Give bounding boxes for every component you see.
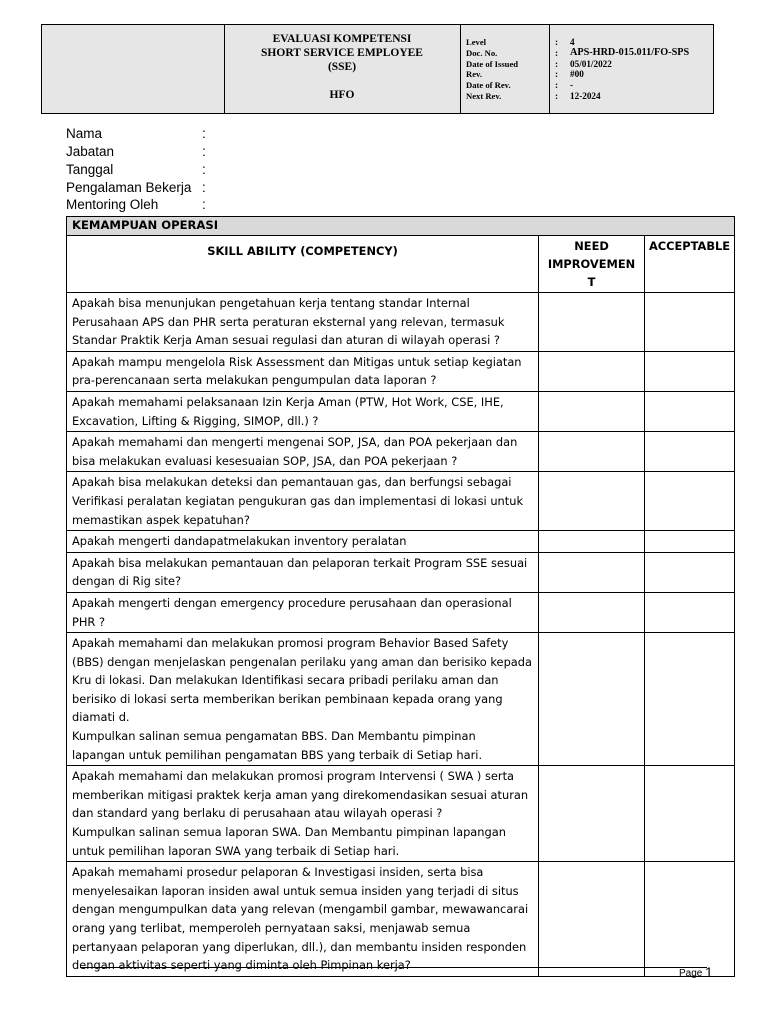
question-line: Apakah memahami dan melakukan promosi program Intervensi ( SWA ) serta <box>72 769 515 784</box>
competency-row <box>67 766 735 862</box>
page-number: 1 <box>705 964 713 980</box>
header-subtitle: HFO <box>329 89 355 101</box>
info-colon-tanggal: : <box>202 162 206 177</box>
question-line: dengan di Rig site? <box>72 574 182 589</box>
acceptable-checkbox-cell[interactable] <box>645 633 735 766</box>
question-line: dengan aktivitas seperti yang diminta oleh Pimpinan kerja? <box>72 958 411 973</box>
meta-value-date-rev: - <box>570 80 574 91</box>
question-line: Standar Praktik Kerja Aman sesuai regulasi dan aturan di wilayah operasi ? <box>72 333 500 348</box>
col-need-line-2: IMPROVEMEN <box>547 257 636 271</box>
meta-label-rev: Rev. <box>466 69 482 80</box>
competency-row <box>67 552 735 592</box>
question-line: Apakah mengerti dandapatmelakukan inventory peralatan <box>72 534 407 549</box>
question-line: Apakah mampu mengelola Risk Assessment dan Mitigas untuk setiap kegiatan <box>72 354 522 369</box>
acceptable-checkbox-cell[interactable] <box>645 862 735 977</box>
need-improvement-checkbox-cell[interactable] <box>539 633 645 766</box>
question-line: dan standard yang berlaku di perusahaan atau wilayah operasi ? <box>72 806 443 821</box>
info-label-nama: Nama <box>66 126 103 141</box>
question-line: Apakah bisa menunjukan pengetahuan kerja tentang standar Internal <box>72 296 470 310</box>
need-improvement-checkbox-cell[interactable] <box>539 552 645 592</box>
competency-row <box>67 862 735 977</box>
competency-question <box>67 391 539 431</box>
question-line: Apakah mengerti dengan emergency procedure perusahaan dan operasional <box>72 595 512 610</box>
question-line: Kru di lokasi. Dan melakukan Identifikasi secara pribadi perilaku aman dan <box>72 673 499 688</box>
col-header-skill: SKILL ABILITY (COMPETENCY) <box>67 236 539 293</box>
meta-colon: : <box>555 58 559 69</box>
header-title-line-3: (SSE) <box>327 61 357 73</box>
meta-colon: : <box>555 47 559 58</box>
acceptable-checkbox-cell[interactable] <box>645 592 735 632</box>
competency-table <box>66 216 735 977</box>
question-line: diamati d. <box>72 710 130 725</box>
header-title-line-2: SHORT SERVICE EMPLOYEE <box>261 47 423 59</box>
question-line: PHR ? <box>72 614 106 629</box>
need-improvement-checkbox-cell[interactable] <box>539 766 645 862</box>
header-title-line-1: EVALUASI KOMPETENSI <box>272 33 412 45</box>
question-line: orang yang terlibat, memperoleh pernyataan saksi, menjawab semua <box>72 921 471 935</box>
document-header <box>41 24 714 114</box>
meta-label-date-issued: Date of Issued <box>466 58 519 69</box>
competency-row <box>67 472 735 531</box>
competency-question <box>67 552 539 592</box>
question-line: Kumpulkan salinan semua laporan SWA. Dan Membantu pimpinan lapangan <box>72 825 506 840</box>
competency-row <box>67 391 735 431</box>
section-title: KEMAMPUAN OPERASI <box>67 217 735 236</box>
need-improvement-checkbox-cell[interactable] <box>539 592 645 632</box>
competency-row <box>67 432 735 472</box>
competency-question <box>67 531 539 553</box>
competency-question <box>67 862 539 977</box>
question-line: Apakah bisa melakukan pemantauan dan pelaporan terkait Program SSE sesuai <box>72 555 528 570</box>
info-label-jabatan: Jabatan <box>66 144 115 159</box>
question-line: untuk pemilihan laporan SWA yang terbaik di Setiap hari. <box>72 843 400 858</box>
question-line: dengan mengumpulkan data yang relevan (mengambil gambar, mewawancarai <box>72 902 529 917</box>
question-line: Kumpulkan salinan semua pengamatan BBS. Dan Membantu pimpinan <box>72 729 476 744</box>
acceptable-checkbox-cell[interactable] <box>645 432 735 472</box>
acceptable-checkbox-cell[interactable] <box>645 391 735 431</box>
meta-label-level: Level <box>466 37 487 47</box>
acceptable-checkbox-cell[interactable] <box>645 351 735 391</box>
question-line: Apakah memahami prosedur pelaporan & Investigasi insiden, serta bisa <box>72 865 484 880</box>
question-line: Apakah bisa melakukan deteksi dan pemantauan gas, dan berfungsi sebagai <box>72 475 512 490</box>
meta-label-doc-no: Doc. No. <box>466 47 498 58</box>
acceptable-checkbox-cell[interactable] <box>645 472 735 531</box>
competency-row <box>67 531 735 553</box>
question-line: Apakah memahami dan mengerti mengenai SOP, JSA, dan POA pekerjaan dan <box>72 435 518 450</box>
acceptable-checkbox-cell[interactable] <box>645 552 735 592</box>
need-improvement-checkbox-cell[interactable] <box>539 432 645 472</box>
question-line: berisiko di lokasi serta memberikan berikan pembinaan kepada orang yang <box>72 691 503 706</box>
competency-question <box>67 351 539 391</box>
info-colon-mentoring: : <box>202 197 206 212</box>
question-line: Apakah memahami dan melakukan promosi program Behavior Based Safety <box>72 636 509 651</box>
col-need-line-1: NEED <box>574 239 609 253</box>
need-improvement-checkbox-cell[interactable] <box>539 293 645 352</box>
meta-colon: : <box>555 80 559 91</box>
question-line: Verifikasi peralatan kegiatan pengukuran gas dan implementasi di lokasi untuk <box>72 493 524 508</box>
meta-label-next-rev: Next Rev. <box>466 90 502 101</box>
acceptable-checkbox-cell[interactable] <box>645 766 735 862</box>
question-line: menyelesaikan laporan insiden awal untuk semua insiden yang terjadi di situs <box>72 883 519 898</box>
header-meta-values <box>549 25 713 113</box>
meta-value-date-issued: 05/01/2022 <box>570 58 612 69</box>
info-label-tanggal: Tanggal <box>66 162 114 177</box>
meta-value-rev: #00 <box>570 69 584 80</box>
question-line: pertanyaan pelaporan yang diperlukan, dll.), dan membantu insiden responden <box>72 939 527 954</box>
question-line: pra-perencanaan serta melakukan pengumpulan data laporan ? <box>72 373 437 388</box>
need-improvement-checkbox-cell[interactable] <box>539 351 645 391</box>
question-line: Excavation, Lifting & Rigging, SIMOP, dll.) ? <box>72 413 319 428</box>
meta-value-level: 4 <box>570 37 575 47</box>
question-line: memberikan mitigasi praktek kerja aman yang direkomendasikan sesuai aturan <box>72 787 529 802</box>
section-header-row <box>67 217 735 236</box>
competency-question <box>67 432 539 472</box>
header-meta-labels <box>460 25 550 113</box>
page-label: Page <box>679 968 703 979</box>
competency-question <box>67 633 539 766</box>
question-line: Apakah memahami pelaksanaan Izin Kerja Aman (PTW, Hot Work, CSE, IHE, <box>72 394 504 409</box>
col-need-line-3: T <box>587 275 596 289</box>
question-line: memastikan aspek kepatuhan? <box>72 512 250 527</box>
col-header-need-improvement <box>539 236 645 293</box>
meta-colon: : <box>555 90 559 101</box>
footer-rule <box>80 967 707 968</box>
competency-question <box>67 472 539 531</box>
need-improvement-checkbox-cell[interactable] <box>539 472 645 531</box>
header-logo-cell <box>42 25 225 113</box>
question-line: bisa melakukan evaluasi kesesuaian SOP, JSA, dan POA pekerjaan ? <box>72 453 458 468</box>
col-header-acceptable: ACCEPTABLE <box>645 236 735 293</box>
competency-row <box>67 293 735 352</box>
info-colon-jabatan: : <box>202 144 206 159</box>
info-label-pengalaman: Pengalaman Bekerja <box>66 180 192 195</box>
question-line: lapangan untuk pemilihan pengamatan BBS yang terbaik di Setiap hari. <box>72 747 483 762</box>
info-colon-pengalaman: : <box>202 180 206 195</box>
info-label-mentoring: Mentoring Oleh <box>66 197 159 212</box>
need-improvement-checkbox-cell[interactable] <box>539 391 645 431</box>
competency-question <box>67 592 539 632</box>
need-improvement-checkbox-cell[interactable] <box>539 531 645 553</box>
competency-row <box>67 351 735 391</box>
meta-value-doc-no: APS-HRD-015.011/FO-SPS <box>570 46 690 58</box>
question-line: Perusahaan APS dan PHR serta peraturan eksternal yang relevan, termasuk <box>72 314 505 329</box>
info-colon-nama: : <box>202 126 206 141</box>
competency-question <box>67 766 539 862</box>
competency-row <box>67 633 735 766</box>
need-improvement-checkbox-cell[interactable] <box>539 862 645 977</box>
competency-row <box>67 592 735 632</box>
meta-colon: : <box>555 37 559 47</box>
meta-value-next-rev: 12-2024 <box>570 90 601 101</box>
acceptable-checkbox-cell[interactable] <box>645 531 735 553</box>
competency-question <box>67 293 539 352</box>
column-header-row <box>67 236 735 293</box>
meta-label-date-rev: Date of Rev. <box>466 80 511 91</box>
meta-colon: : <box>555 69 559 80</box>
header-title-cell <box>224 25 461 113</box>
acceptable-checkbox-cell[interactable] <box>645 293 735 352</box>
question-line: (BBS) dengan menjelaskan pengenalan perilaku yang aman dan berisiko kepada <box>72 654 532 669</box>
